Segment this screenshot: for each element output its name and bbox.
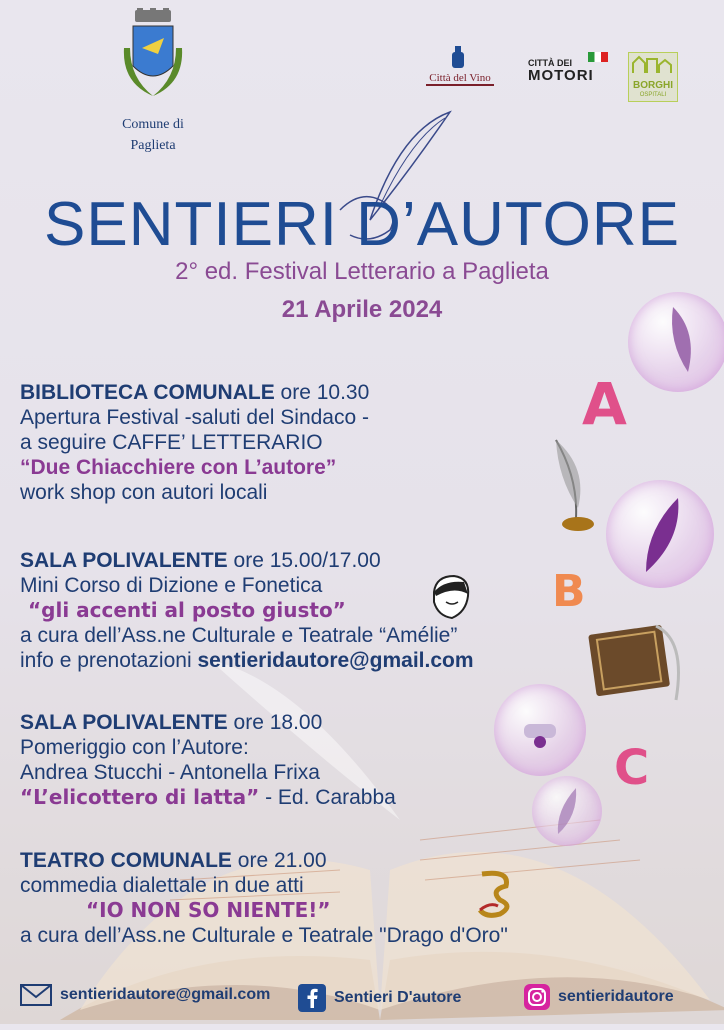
section-suffix: - Ed. Carabba	[259, 786, 396, 809]
section-line: Apertura Festival -saluti del Sindaco -	[20, 406, 369, 429]
section-line: work shop con autori locali	[20, 481, 268, 504]
old-book-icon	[586, 620, 690, 712]
section-line: a seguire CAFFE’ LETTERARIO	[20, 431, 323, 454]
mail-icon	[20, 984, 52, 1006]
section-line: Andrea Stucchi - Antonella Frixa	[20, 761, 320, 784]
footer-instagram-text: sentieridautore	[558, 988, 674, 1005]
motori-line1: CITTÀ DEI	[528, 58, 572, 68]
village-icon	[629, 53, 675, 75]
event-date: 21 Aprile 2024	[281, 296, 443, 323]
motori-line2: MOTORI	[528, 67, 594, 84]
letter-c: C	[614, 740, 650, 796]
footer	[0, 984, 724, 1020]
instagram-icon	[524, 984, 550, 1010]
section-place: BIBLIOTECA COMUNALE	[20, 381, 275, 404]
section-highlight: “IO NON SO NIENTE!”	[86, 898, 331, 922]
citta-del-vino-text: Città del Vino	[426, 72, 494, 86]
section-sala-polivalente-1	[20, 548, 474, 673]
comune-label	[108, 114, 198, 156]
citta-del-vino-logo	[426, 46, 494, 94]
section-place: SALA POLIVALENTE	[20, 711, 228, 734]
section-teatro	[20, 848, 508, 948]
section-line: Mini Corso di Dizione e Fonetica	[20, 574, 323, 597]
section-highlight: “gli accenti al posto giusto”	[28, 598, 346, 622]
bubble-scroll	[494, 684, 586, 776]
info-prefix: info e prenotazioni	[20, 649, 198, 672]
letter-a: A	[582, 370, 627, 438]
section-line: a cura dell’Ass.ne Culturale e Teatrale "Drago d'Oro"	[20, 924, 508, 947]
inkwell-quill-icon	[548, 438, 604, 534]
section-time: ore 21.00	[231, 849, 327, 872]
section-highlight: “Due Chiacchiere con L’autore”	[20, 456, 337, 479]
facebook-icon	[298, 984, 326, 1012]
bubble-feather-1	[628, 292, 724, 392]
footer-instagram[interactable]	[524, 984, 674, 1010]
footer-facebook[interactable]	[298, 984, 461, 1012]
bubble-feather-2	[606, 480, 714, 588]
section-time: ore 18.00	[227, 711, 323, 734]
section-line: Pomeriggio con l’Autore:	[20, 736, 249, 759]
feather-icon	[532, 776, 602, 846]
comune-line2: Paglieta	[130, 138, 176, 153]
comune-line1: Comune di	[122, 117, 184, 132]
info-email-link[interactable]: sentieridautore@gmail.com	[197, 649, 474, 672]
section-line: a cura dell’Ass.ne Culturale e Teatrale “Amélie”	[20, 624, 458, 647]
italian-flag-icon	[588, 52, 608, 62]
bottle-icon	[450, 46, 466, 68]
footer-email-text: sentieridautore@gmail.com	[60, 986, 271, 1003]
feather-icon	[628, 292, 724, 392]
section-time: ore 15.00/17.00	[227, 549, 381, 572]
page-title: SENTIERI D’AUTORE	[44, 190, 680, 259]
citta-dei-motori-logo	[528, 52, 610, 86]
footer-email[interactable]	[20, 984, 270, 1006]
section-time: ore 10.30	[274, 381, 370, 404]
section-place: SALA POLIVALENTE	[20, 549, 228, 572]
borghi-line1: BORGHI	[633, 80, 673, 91]
letter-b: B	[552, 566, 586, 617]
feather-icon	[606, 480, 714, 588]
section-biblioteca	[20, 380, 369, 505]
section-line: commedia dialettale in due atti	[20, 874, 304, 897]
scroll-icon	[494, 684, 586, 776]
borghi-ospitali-logo	[628, 52, 678, 102]
bubble-feather-3	[532, 776, 602, 846]
section-place: TEATRO COMUNALE	[20, 849, 232, 872]
section-sala-polivalente-2	[20, 710, 396, 810]
section-highlight: “L’elicottero di latta”	[20, 785, 260, 809]
subtitle: 2° ed. Festival Letterario a Paglieta	[175, 258, 549, 285]
borghi-line2: OSPITALI	[639, 92, 667, 98]
footer-facebook-text: Sentieri D'autore	[334, 989, 462, 1006]
comune-crest-logo	[118, 8, 188, 108]
